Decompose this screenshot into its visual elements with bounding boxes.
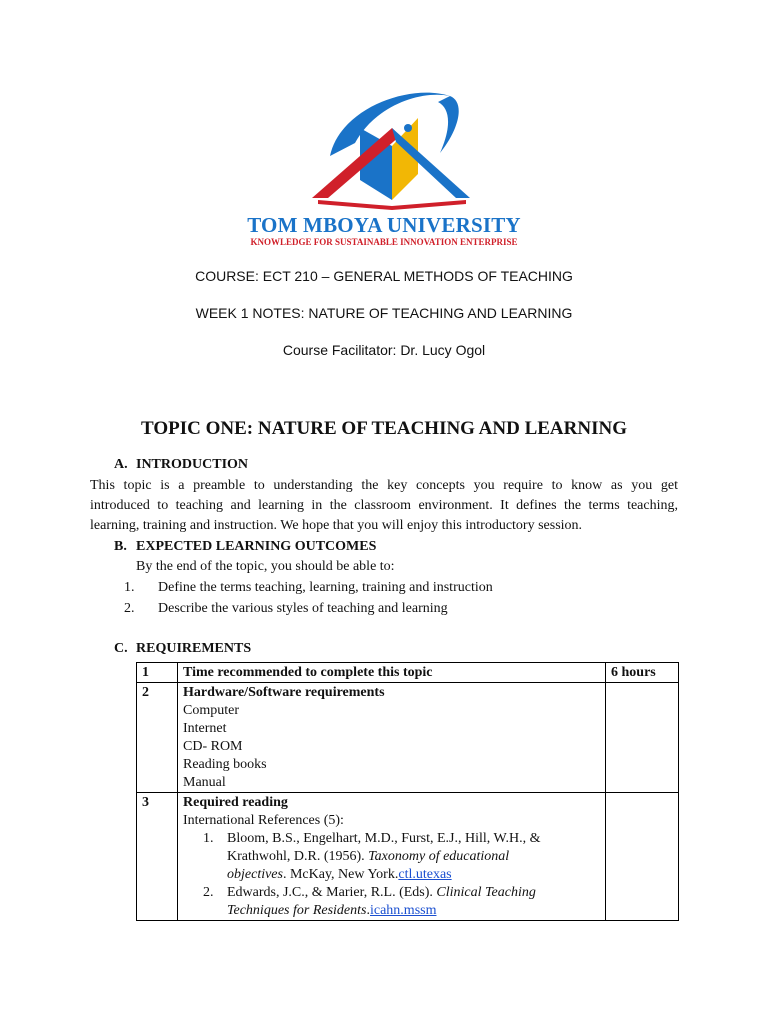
- section-b-title: EXPECTED LEARNING OUTCOMES: [136, 539, 377, 554]
- intro-line: introduced to teaching and learning in the classroom environment. It defines the terms teaching,: [90, 498, 678, 513]
- reference-item: [203, 830, 600, 884]
- row-subtitle: International References (5):: [183, 813, 344, 828]
- reference-link[interactable]: icahn.mssm: [369, 903, 437, 918]
- reference-text: [227, 830, 600, 884]
- reference-title: Taxonomy of educational: [368, 849, 510, 864]
- row-title: Hardware/Software requirements: [183, 685, 385, 700]
- list-item: Reading books: [183, 757, 267, 772]
- reference-authors: Edwards, J.C., & Marier, R.L. (Eds).: [227, 885, 437, 900]
- list-item: Manual: [183, 775, 226, 790]
- reference-publisher: . McKay, New York.: [282, 867, 399, 882]
- list-item: Internet: [183, 721, 227, 736]
- reference-title-cont: Techniques for Residents: [227, 903, 367, 918]
- reference-link[interactable]: ctl.utexas: [398, 867, 452, 882]
- table-row: [137, 683, 679, 793]
- list-item: Computer: [183, 703, 239, 718]
- row-title: Time recommended to complete this topic: [178, 663, 606, 683]
- reference-number: 1.: [203, 831, 214, 846]
- intro-line: This topic is a preamble to understanding the key concepts you require to know as you get: [90, 478, 678, 493]
- section-a-heading: [114, 457, 248, 473]
- course-facilitator: Course Facilitator: Dr. Lucy Ogol: [282, 342, 486, 358]
- section-c-heading: [114, 641, 251, 657]
- outcome-number: 2.: [124, 601, 135, 616]
- table-row: [137, 663, 679, 683]
- row-value: [606, 683, 679, 793]
- outcomes-intro: By the end of the topic, you should be able to:: [136, 559, 395, 574]
- outcome-text: Describe the various styles of teaching and learning: [158, 601, 448, 616]
- row-number: 2: [137, 683, 178, 793]
- topic-title: TOPIC ONE: NATURE OF TEACHING AND LEARNING: [141, 418, 627, 439]
- reference-text: [227, 884, 600, 920]
- section-a-letter: A.: [114, 457, 128, 472]
- requirements-table: [136, 662, 679, 921]
- reference-punct: .: [366, 903, 370, 918]
- row-value: [606, 793, 679, 921]
- reference-title: Clinical Teaching: [436, 885, 536, 900]
- university-name: TOM MBOYA UNIVERSITY: [247, 213, 521, 237]
- section-c-letter: C.: [114, 641, 128, 656]
- reference-title-cont: objectives: [227, 867, 283, 882]
- section-b-letter: B.: [114, 539, 127, 554]
- row-value: 6 hours: [606, 663, 679, 683]
- row-content: [178, 793, 606, 921]
- row-number: 1: [137, 663, 178, 683]
- section-b-heading: [114, 539, 376, 555]
- reference-authors-cont: Krathwohl, D.R. (1956).: [227, 849, 369, 864]
- course-title: COURSE: ECT 210 – GENERAL METHODS OF TEACHING: [195, 268, 573, 284]
- row-title: Required reading: [183, 795, 288, 810]
- outcome-text: Define the terms teaching, learning, training and instruction: [158, 580, 493, 595]
- reference-authors: Bloom, B.S., Engelhart, M.D., Furst, E.J., Hill, W.H., &: [227, 831, 541, 846]
- reference-item: [203, 884, 600, 920]
- table-row: [137, 793, 679, 921]
- section-a-title: INTRODUCTION: [136, 457, 249, 472]
- university-tagline: KNOWLEDGE FOR SUSTAINABLE INNOVATION ENTERPRISE: [250, 237, 518, 247]
- list-item: CD- ROM: [183, 739, 243, 754]
- week-title: WEEK 1 NOTES: NATURE OF TEACHING AND LEARNING: [195, 305, 573, 321]
- section-c-title: REQUIREMENTS: [136, 641, 252, 656]
- intro-line: learning, training and instruction. We hope that you will enjoy this introductory session.: [90, 518, 583, 533]
- university-logo: [300, 88, 480, 218]
- row-content: [178, 683, 606, 793]
- outcome-number: 1.: [124, 580, 135, 595]
- introduction-paragraph: [90, 476, 678, 536]
- row-number: 3: [137, 793, 178, 921]
- reference-number: 2.: [203, 885, 214, 900]
